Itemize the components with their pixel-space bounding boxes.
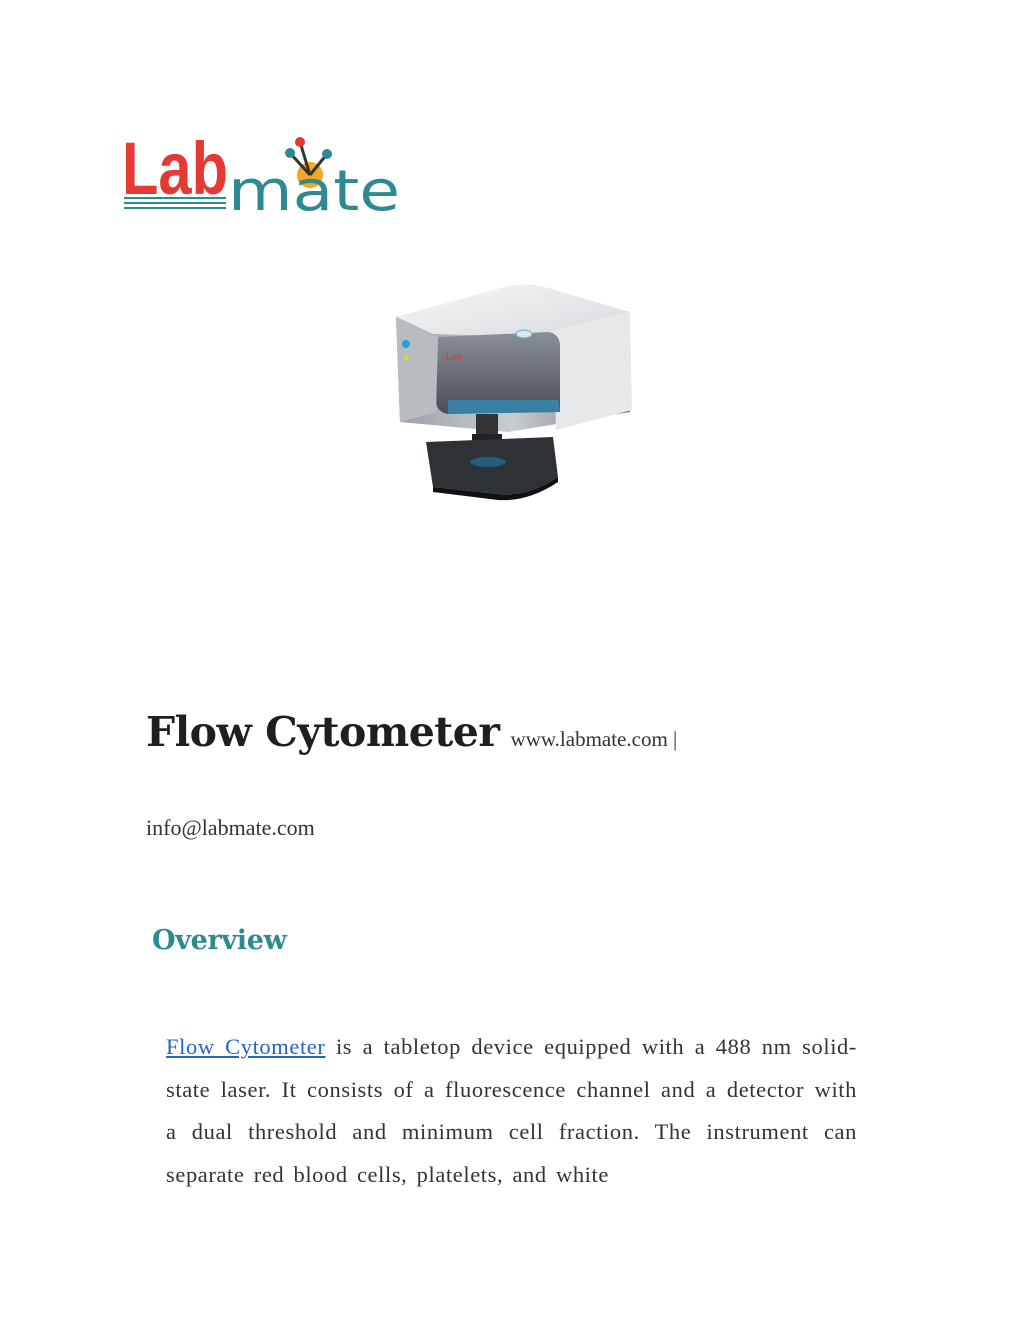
overview-paragraph <box>166 1026 857 1196</box>
overview-heading: Overview <box>152 925 287 956</box>
logo-lab-text: Lab <box>122 127 228 210</box>
page-title: Flow Cytometer <box>146 708 500 756</box>
logo-mate-text: mate <box>228 159 400 216</box>
overview-body-text: is a tabletop device equipped with a 488 nm solid-state laser. It consists of a fluorescence channel and a detector with a dual threshold and minimum cell fraction. The instrument can separate red blood cells, platelets, and white <box>166 1034 858 1187</box>
labmate-logo <box>122 120 404 216</box>
title-line <box>146 708 677 756</box>
contact-email: info@labmate.com <box>146 815 315 840</box>
website-text: www.labmate.com | <box>510 727 678 751</box>
flow-cytometer-link[interactable]: Flow Cytometer <box>166 1034 326 1059</box>
device-badge-text: Lab <box>446 352 463 362</box>
flow-cytometer-device-image <box>388 282 638 504</box>
